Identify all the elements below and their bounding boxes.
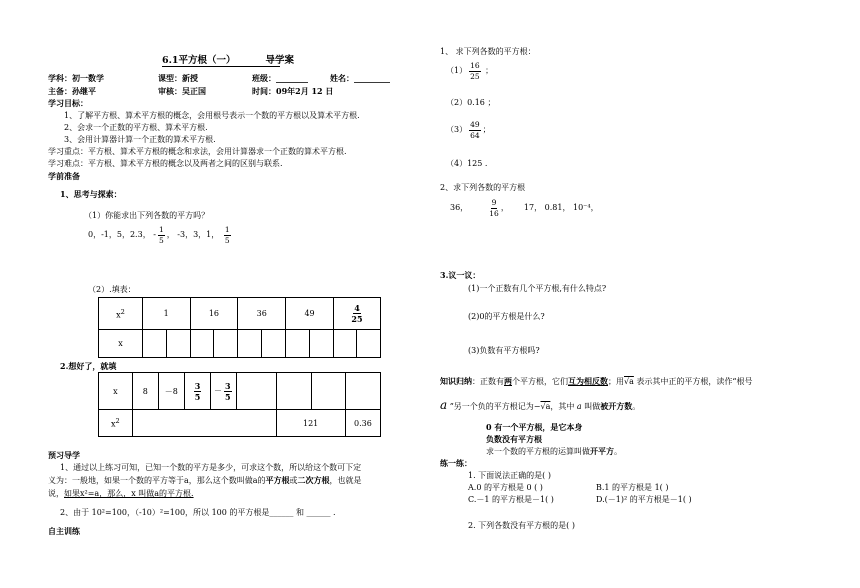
exercise-2-numbers: 36， $\frac{9}{16}$ ， 17， 0.81， 10⁻⁴， bbox=[450, 198, 599, 218]
practice-heading: 练一练： bbox=[440, 458, 472, 468]
table-cell-fraction: $\frac{4}{25}$ bbox=[333, 298, 380, 330]
table-cell-fraction: $\frac{3}{5}$ bbox=[184, 373, 210, 410]
guide-heading: 预习导学 bbox=[48, 450, 80, 460]
meta-class: 班级：________ bbox=[252, 73, 308, 83]
table-cell: 1 bbox=[142, 298, 190, 330]
practice-q2: 2. 下列各数没有平方根的是( ) bbox=[468, 521, 575, 530]
question-1: （1）你能求出下列各数的平方吗？ bbox=[84, 211, 210, 220]
table-cell[interactable] bbox=[286, 330, 334, 358]
table-cell[interactable] bbox=[190, 330, 238, 358]
meta-name: 姓名：_________ bbox=[330, 73, 390, 83]
goals-heading: 学习目标： bbox=[48, 98, 88, 108]
table-cell: 16 bbox=[190, 298, 238, 330]
fact-item: 负数没有平方根 bbox=[486, 434, 542, 444]
exercise-1: 1、 求下列各数的平方根： bbox=[440, 47, 536, 56]
guide-line: 说，如果x²=a，那么，x 叫做a的平方根. bbox=[48, 489, 194, 498]
question-3: 2.想好了，就填 bbox=[60, 361, 117, 371]
table-cell: 0.36 bbox=[345, 410, 380, 437]
meta-reviewer: 审核：吴正国 bbox=[158, 86, 206, 96]
table-cell: 49 bbox=[286, 298, 334, 330]
exercise-1-a: （1） $\frac{16}{25}$ ； bbox=[446, 61, 494, 81]
guide-line: 1、通过以上练习可知，已知一个数的平方是多少，可求这个数，所以给这个数可下定 bbox=[60, 463, 362, 472]
square-table-1 bbox=[98, 297, 381, 358]
question-2: （2）.填表： bbox=[88, 285, 136, 294]
meta-date: 时间：09年2月 12 日 bbox=[252, 86, 334, 96]
table-cell: 8 bbox=[132, 373, 158, 410]
practice-q1: 1. 下面说法正确的是( ) bbox=[468, 471, 551, 480]
table-cell: x bbox=[99, 373, 133, 410]
page-title: 6.1平方根（一） 导学案 bbox=[162, 55, 295, 66]
table-cell: $x^2$ bbox=[99, 410, 133, 437]
title-underline bbox=[162, 66, 280, 67]
practice-q1-option-c: C.－1 的平方根是－1( ) bbox=[468, 495, 554, 504]
discuss-item: (3)负数有平方根吗? bbox=[468, 346, 540, 355]
goal-item: 2、会求一个正数的平方根、算术平方根. bbox=[64, 123, 208, 132]
table-cell[interactable] bbox=[276, 373, 312, 410]
exercise-2: 2、求下列各数的平方根 bbox=[440, 183, 526, 192]
table-cell[interactable] bbox=[142, 330, 190, 358]
discuss-item: (2)0的平方根是什么? bbox=[468, 312, 545, 321]
table-cell[interactable] bbox=[312, 373, 346, 410]
table-cell[interactable] bbox=[132, 410, 276, 437]
practice-q1-option-a: A.0 的平方根是 0 ( ) bbox=[468, 483, 543, 492]
table-cell[interactable] bbox=[333, 330, 380, 358]
meta-subject: 学科：初一数学 bbox=[48, 73, 104, 83]
guide-line-2: 2、由于 10²=100，（-10）²=100，所以 100 的平方根是______ 和 ______ . bbox=[60, 508, 336, 517]
guide-line: 义为：一般地，如果一个数的平方等于a，那么这个数叫做a的平方根或二次方根，也就是 bbox=[48, 475, 362, 485]
table-cell-fraction: － $\frac{3}{5}$ bbox=[211, 373, 237, 410]
exercise-1-c: （3） $\frac{49}{64}$ ； bbox=[446, 120, 491, 140]
meta-lesson-type: 课型：新授 bbox=[158, 73, 198, 83]
practice-q1-option-d: D.(－1)² 的平方根是－1( ) bbox=[596, 495, 692, 504]
exercise-1-d: （4）125 . bbox=[446, 159, 488, 168]
table-cell[interactable] bbox=[237, 373, 276, 410]
discuss-heading: 3.议一议： bbox=[440, 270, 481, 280]
key-point: 学习重点：平方根、算术平方根的概念和求法，会用计算器求一个正数的算术平方根. bbox=[48, 147, 347, 156]
fact-item: 0 有一个平方根，是它本身 bbox=[486, 422, 583, 432]
practice-q1-option-b: B.1 的平方根是 1( ) bbox=[596, 483, 669, 492]
meta-author: 主备：孙继平 bbox=[48, 86, 96, 96]
table-cell: －8 bbox=[158, 373, 184, 410]
table-cell[interactable] bbox=[345, 373, 380, 410]
goal-item: 1、了解平方根、算术平方根的概念，会用根号表示一个数的平方根以及算术平方根. bbox=[64, 111, 360, 120]
table-cell[interactable] bbox=[238, 330, 286, 358]
self-training-heading: 自主训练 bbox=[48, 526, 80, 536]
discuss-item: (1)一个正数有几个平方根,有什么特点? bbox=[468, 284, 607, 293]
summary-line-1: 知识归纳：正数有两个平方根，它们互为相反数；用√a 表示其中正的平方根，读作“根号 bbox=[440, 376, 753, 386]
summary-line-2: a ”另一个负的平方根记为−√a，其中 a 叫做被开方数。 bbox=[440, 398, 641, 412]
exercise-1-b: （2）0.16 ； bbox=[446, 98, 496, 107]
square-table-2 bbox=[98, 372, 381, 437]
table-cell: 36 bbox=[238, 298, 286, 330]
think-heading: 1、思考与探索： bbox=[60, 189, 122, 199]
fact-item: 求一个数的平方根的运算叫做开平方。 bbox=[486, 446, 622, 456]
table-cell: 121 bbox=[276, 410, 345, 437]
difficulty: 学习难点：平方根、算术平方根的概念以及两者之间的区别与联系. bbox=[48, 159, 283, 168]
goal-item: 3、会用计算器计算一个正数的算术平方根. bbox=[64, 135, 216, 144]
table-cell: x bbox=[99, 330, 143, 358]
question-1-numbers: 0，-1，5，2.3， - $\frac{1}{5}$ ， -3，3，1， $\frac{1}{5}$ bbox=[88, 225, 230, 245]
preview-heading: 学前准备 bbox=[48, 171, 80, 181]
table-cell: $x^2$ bbox=[99, 298, 143, 330]
